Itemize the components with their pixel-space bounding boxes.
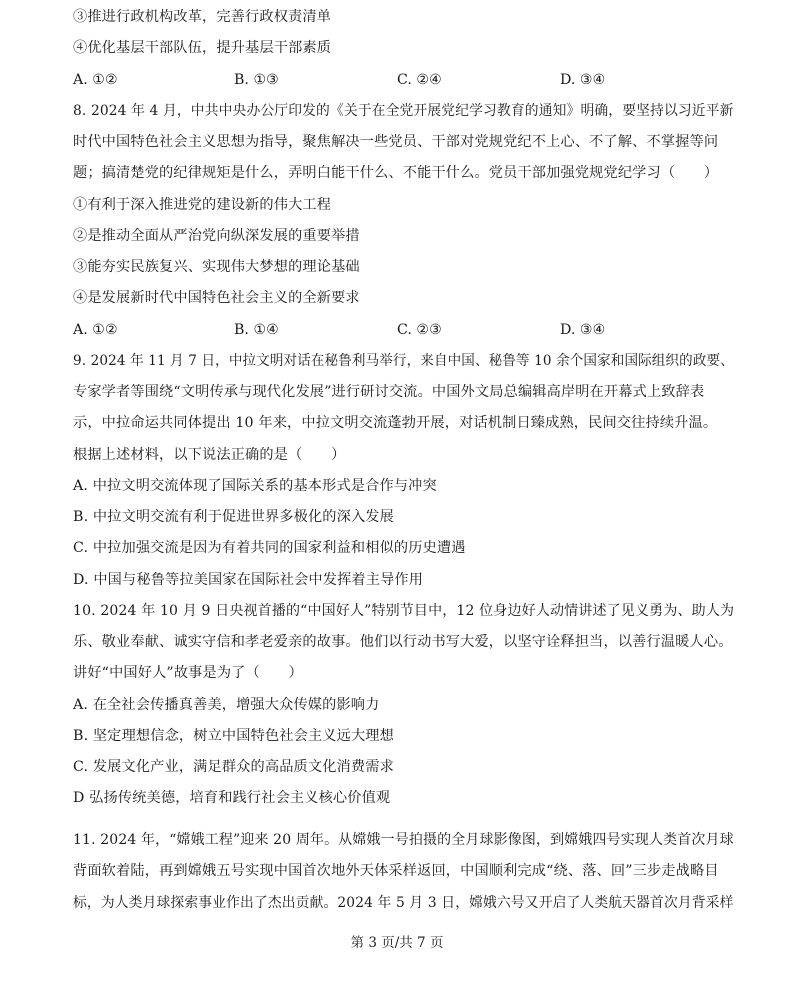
q7-item-3: ③推进行政机构改革，完善行政权责清单 xyxy=(73,9,332,25)
q9-stem-line-1: 9. 2024 年 11 月 7 日，中拉文明对话在秘鲁利马举行，来自中国、秘鲁等 10 余个国家和国际组织的政要、 xyxy=(73,353,734,369)
q9-option-d[interactable]: D. 中国与秘鲁等拉美国家在国际社会中发挥着主导作用 xyxy=(73,572,424,588)
q10-option-b[interactable]: B. 坚定理想信念，树立中国特色社会主义远大理想 xyxy=(73,728,394,744)
q7-options xyxy=(73,70,733,90)
q7-item-4: ④优化基层干部队伍，提升基层干部素质 xyxy=(73,40,332,56)
q8-stem-line-3: 题；搞清楚党的纪律规矩是什么，弄明白能干什么、不能干什么。党员干部加强党规党纪学习（ ） xyxy=(73,165,719,181)
q9-option-b[interactable]: B. 中拉文明交流有利于促进世界多极化的深入发展 xyxy=(73,509,394,525)
q9-option-a[interactable]: A. 中拉文明交流体现了国际关系的基本形式是合作与冲突 xyxy=(73,478,437,494)
q10-stem-line-1: 10. 2024 年 10 月 9 日央视首播的“中国好人”特别节目中，12 位身边好人动情讲述了见义勇为、助人为 xyxy=(73,603,735,619)
q10-option-a[interactable]: A. 在全社会传播真善美，增强大众传媒的影响力 xyxy=(73,697,380,713)
q8-item-3: ③能夯实民族复兴、实现伟大梦想的理论基础 xyxy=(73,259,360,275)
q11-stem-line-1: 11. 2024 年，“嫦娥工程”迎来 20 周年。从嫦娥一号拍摄的全月球影像图，到嫦娥四号实现人类首次月球 xyxy=(73,832,734,848)
q8-stem-line-1: 8. 2024 年 4 月，中共中央办公厅印发的《关于在全党开展党纪学习教育的通知》明确，要坚持以习近平新 xyxy=(73,103,734,119)
q9-stem-line-2: 专家学者等围绕“文明传承与现代化发展”进行研讨交流。中国外文局总编辑高岸明在开幕式上致辞表 xyxy=(73,384,705,400)
q10-option-d[interactable]: D 弘扬传统美德，培育和践行社会主义核心价值观 xyxy=(73,790,391,806)
q8-item-1: ①有利于深入推进党的建设新的伟大工程 xyxy=(73,197,332,213)
q8-option-c[interactable]: C. ②③ xyxy=(397,322,442,338)
q8-option-d[interactable]: D. ③④ xyxy=(560,322,606,338)
q11-stem-line-2: 背面软着陆，再到嫦娥五号实现中国首次地外天体采样返回，中国顺利完成“绕、落、回”三步走战略目 xyxy=(73,863,719,879)
q7-option-c[interactable]: C. ②④ xyxy=(397,72,442,88)
q7-option-a[interactable]: A. ①② xyxy=(73,72,118,88)
q8-stem-line-2: 时代中国特色社会主义思想为指导，聚焦解决一些党员、干部对党规党纪不上心、不了解、不掌握等问 xyxy=(73,134,719,150)
q9-stem-line-4: 根据上述材料，以下说法正确的是（ ） xyxy=(73,447,346,463)
q7-option-b[interactable]: B. ①③ xyxy=(234,72,279,88)
page-number-footer: 第 3 页/共 7 页 xyxy=(350,935,444,951)
q9-stem-line-3: 示，中拉命运共同体提出 10 年来，中拉文明交流蓬勃开展，对话机制日臻成熟，民间交往持续升温。 xyxy=(73,415,718,431)
q8-option-b[interactable]: B. ①④ xyxy=(234,322,279,338)
q8-item-2: ②是推动全面从严治党向纵深发展的重要举措 xyxy=(73,228,360,244)
q10-stem-line-3: 讲好“中国好人”故事是为了（ ） xyxy=(73,665,303,681)
q8-options xyxy=(73,320,733,340)
q10-stem-line-2: 乐、敬业奉献、诚实守信和孝老爱亲的故事。他们以行动书写大爱，以坚守诠释担当，以善行温暖人心。 xyxy=(73,634,733,650)
q8-item-4: ④是发展新时代中国特色社会主义的全新要求 xyxy=(73,290,360,306)
q7-option-d[interactable]: D. ③④ xyxy=(560,72,606,88)
q9-option-c[interactable]: C. 中拉加强交流是因为有着共同的国家利益和相似的历史遭遇 xyxy=(73,540,466,556)
q11-stem-line-3: 标，为人类月球探索事业作出了杰出贡献。2024 年 5 月 3 日，嫦娥六号又开启了人类航天器首次月背采样 xyxy=(73,895,734,911)
q10-option-c[interactable]: C. 发展文化产业，满足群众的高品质文化消费需求 xyxy=(73,759,394,775)
q8-option-a[interactable]: A. ①② xyxy=(73,322,118,338)
